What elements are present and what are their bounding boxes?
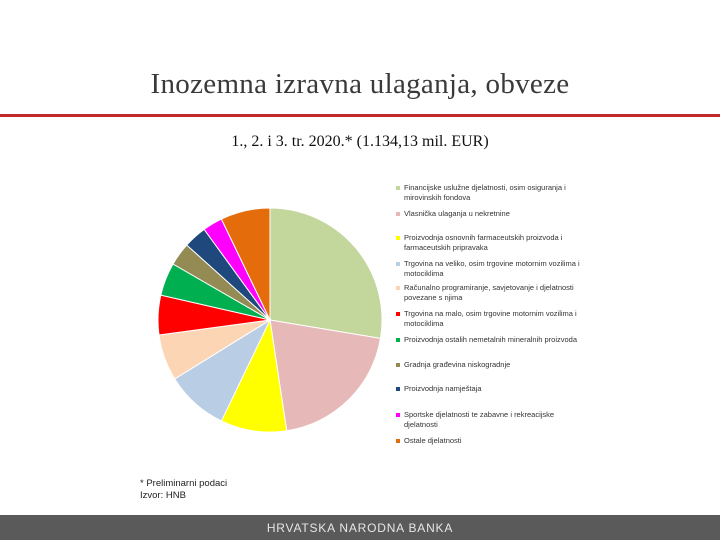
- legend-label: Računalno programiranje, savjetovanje i djelatnosti povezane s njima: [404, 283, 574, 302]
- legend-item: [396, 436, 586, 446]
- pie-chart: [150, 200, 390, 440]
- legend-label: Proizvodnja osnovnih farmaceutskih proizvoda i farmaceutskih pripravaka: [404, 233, 563, 252]
- legend-item: [396, 183, 586, 202]
- legend-swatch: [396, 439, 400, 443]
- legend-label: Gradnja građevina niskogradnje: [404, 360, 511, 369]
- legend-swatch: [396, 338, 400, 342]
- legend-label: Proizvodnja ostalih nemetalnih mineralnih proizvoda: [404, 335, 578, 344]
- slide-title: Inozemna izravna ulaganja, obveze: [150, 68, 570, 100]
- legend-swatch: [396, 387, 400, 391]
- legend-label: Vlasnička ulaganja u nekretnine: [404, 209, 510, 218]
- legend-label: Trgovina na malo, osim trgovine motornim vozilima i motociklima: [404, 309, 577, 328]
- legend-item: [396, 360, 586, 370]
- legend-label: Proizvodnja namještaja: [404, 384, 482, 393]
- legend-item: [396, 384, 586, 394]
- legend-swatch: [396, 286, 400, 290]
- legend-item: [396, 335, 586, 345]
- legend-item: [396, 259, 586, 278]
- footer-bar: [0, 515, 720, 540]
- legend-swatch: [396, 186, 400, 190]
- chart-title: 1., 2. i 3. tr. 2020.* (1.134,13 mil. EUR): [231, 133, 489, 150]
- legend-label: Trgovina na veliko, osim trgovine motornim vozilima i motociklima: [404, 259, 580, 278]
- pie-slice-1: [270, 208, 382, 338]
- footnote-preliminary: * Preliminarni podaci: [140, 478, 228, 489]
- legend-label: Financijske uslužne djelatnosti, osim osiguranja i mirovinskih fondova: [404, 183, 566, 202]
- legend-label: Sportske djelatnosti te zabavne i rekreacijske djelatnosti: [404, 410, 555, 429]
- legend-item: [396, 283, 586, 302]
- title-divider: [0, 114, 720, 117]
- legend-label: Ostale djelatnosti: [404, 436, 462, 445]
- legend-swatch: [396, 413, 400, 417]
- legend-swatch: [396, 236, 400, 240]
- legend-item: [396, 209, 586, 219]
- footer-bank-name: HRVATSKA NARODNA BANKA: [266, 520, 454, 535]
- legend-item: [396, 233, 586, 252]
- pie-slice-2: [270, 320, 380, 431]
- footnote: [140, 478, 227, 502]
- legend-item: [396, 309, 586, 328]
- legend-item: [396, 410, 586, 429]
- legend-swatch: [396, 312, 400, 316]
- legend-swatch: [396, 363, 400, 367]
- footnote-source: Izvor: HNB: [140, 490, 186, 501]
- legend-swatch: [396, 212, 400, 216]
- legend-swatch: [396, 262, 400, 266]
